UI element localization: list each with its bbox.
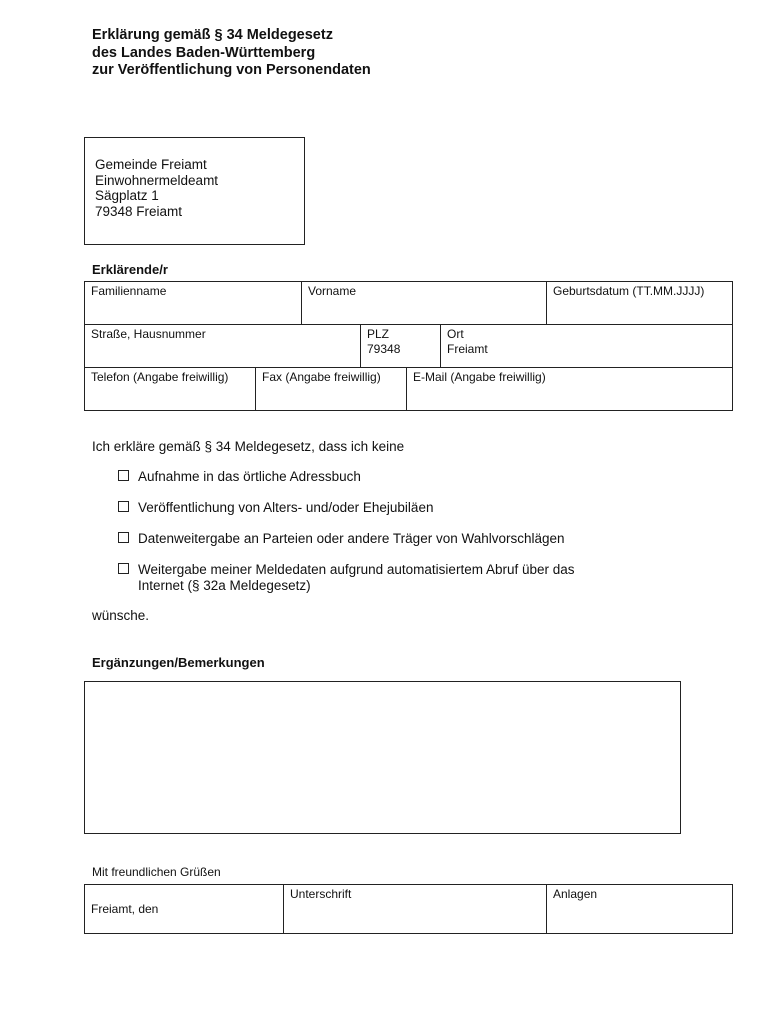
greeting: Mit freundlichen Grüßen [92, 865, 221, 879]
signature-table [84, 884, 733, 934]
anlagen-label: Anlagen [553, 887, 598, 901]
fax-field[interactable] [256, 368, 406, 410]
checkbox-adressbuch[interactable] [118, 470, 129, 481]
checkbox-jubilaeen[interactable] [118, 501, 129, 512]
address-line-2: Einwohnermeldeamt [95, 172, 219, 188]
checkbox-parteien[interactable] [118, 532, 129, 543]
checkbox-internet[interactable] [118, 563, 129, 574]
place-date-field[interactable] [85, 885, 283, 933]
fax-label: Fax (Angabe freiwillig) [262, 370, 381, 384]
plz-field[interactable] [361, 325, 440, 367]
telefon-field[interactable] [85, 368, 255, 410]
ort-label: Ort [447, 327, 464, 341]
option-adressbuch-label: Aufnahme in das örtliche Adressbuch [138, 469, 361, 484]
option-internet-label [138, 562, 638, 594]
plz-value: 79348 [367, 342, 401, 356]
email-label: E-Mail (Angabe freiwillig) [413, 370, 546, 384]
unterschrift-field[interactable] [284, 885, 546, 933]
geburtsdatum-label: Geburtsdatum (TT.MM.JJJJ) [553, 284, 705, 298]
strasse-label: Straße, Hausnummer [91, 327, 206, 341]
familienname-label: Familienname [91, 284, 167, 298]
telefon-label: Telefon (Angabe freiwillig) [91, 370, 229, 384]
vorname-field[interactable] [302, 282, 546, 324]
remarks-heading: Ergänzungen/Bemerkungen [92, 655, 265, 670]
option-internet[interactable] [118, 562, 678, 596]
title-line-3: zur Veröffentlichung von Personendaten [92, 62, 371, 78]
unterschrift-label: Unterschrift [290, 887, 352, 901]
option-parteien-label: Datenweitergabe an Parteien oder andere Träger von Wahlvorschlägen [138, 531, 565, 546]
option-parteien[interactable] [118, 531, 678, 549]
option-jubilaeen-label: Veröffentlichung von Alters- und/oder Ehejubiläen [138, 500, 434, 515]
declaration-closing: wünsche. [92, 608, 150, 623]
declarant-heading: Erklärende/r [92, 262, 168, 277]
anlagen-field[interactable] [547, 885, 732, 933]
address-line-3: Sägplatz 1 [95, 188, 159, 203]
place-date-label: Freiamt, den [91, 902, 159, 916]
option-jubilaeen[interactable] [118, 500, 678, 518]
title-line-1: Erklärung gemäß § 34 Meldegesetz [92, 27, 333, 43]
ort-field[interactable] [441, 325, 732, 367]
title-line-2: des Landes Baden-Württemberg [92, 44, 316, 61]
option-internet-line-2: Internet (§ 32a Meldegesetz) [138, 578, 311, 593]
declaration-intro: Ich erkläre gemäß § 34 Meldegesetz, dass ich keine [92, 439, 405, 454]
email-field[interactable] [407, 368, 732, 410]
plz-label: PLZ [367, 327, 390, 341]
option-internet-line-1: Weitergabe meiner Meldedaten aufgrund automatisiertem Abruf über das [138, 562, 575, 577]
familienname-field[interactable] [85, 282, 301, 324]
address-line-1: Gemeinde Freiamt [95, 157, 207, 172]
strasse-field[interactable] [85, 325, 360, 367]
form-title [92, 27, 692, 80]
option-adressbuch[interactable] [118, 469, 678, 487]
recipient-address-box [84, 137, 305, 245]
declarant-table [84, 281, 733, 411]
vorname-label: Vorname [308, 284, 357, 298]
geburtsdatum-field[interactable] [547, 282, 732, 324]
remarks-textarea[interactable] [84, 681, 681, 834]
ort-value: Freiamt [447, 342, 488, 356]
address-line-4: 79348 Freiamt [95, 203, 183, 219]
